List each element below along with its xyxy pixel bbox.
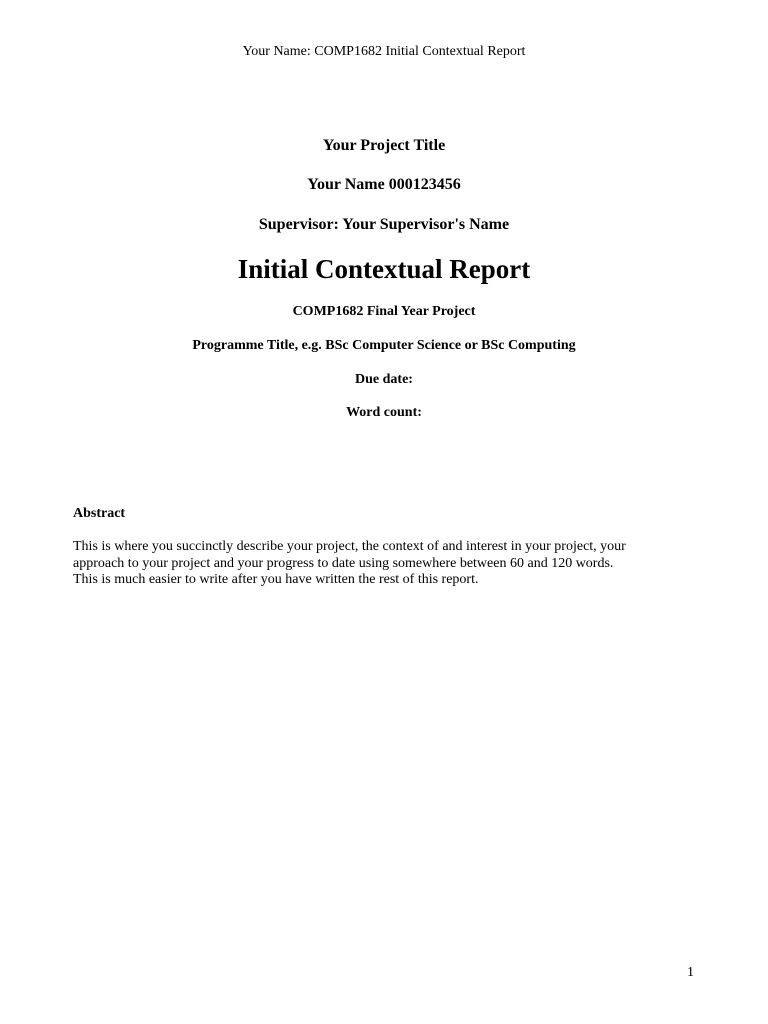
running-header: Your Name: COMP1682 Initial Contextual Report bbox=[242, 44, 526, 59]
abstract-line: This is where you succinctly describe your project, the context of and interest in your project, your bbox=[73, 539, 626, 554]
project-title: Your Project Title bbox=[322, 137, 446, 154]
report-title: Initial Contextual Report bbox=[237, 254, 531, 284]
author-name: Your Name 000123456 bbox=[307, 176, 461, 193]
due-date-label: Due date: bbox=[355, 372, 413, 387]
abstract-heading: Abstract bbox=[73, 506, 126, 521]
page-number: 1 bbox=[687, 965, 694, 980]
word-count-label: Word count: bbox=[346, 405, 422, 420]
abstract-line: This is much easier to write after you have written the rest of this report. bbox=[73, 572, 479, 587]
abstract-line: approach to your project and your progress to date using somewhere between 60 and 120 words. bbox=[73, 555, 614, 571]
course-line: COMP1682 Final Year Project bbox=[292, 304, 476, 319]
supervisor-line: Supervisor: Your Supervisor's Name bbox=[258, 216, 510, 233]
abstract-body bbox=[73, 539, 698, 589]
programme-line: Programme Title, e.g. BSc Computer Science or BSc Computing bbox=[192, 338, 576, 353]
